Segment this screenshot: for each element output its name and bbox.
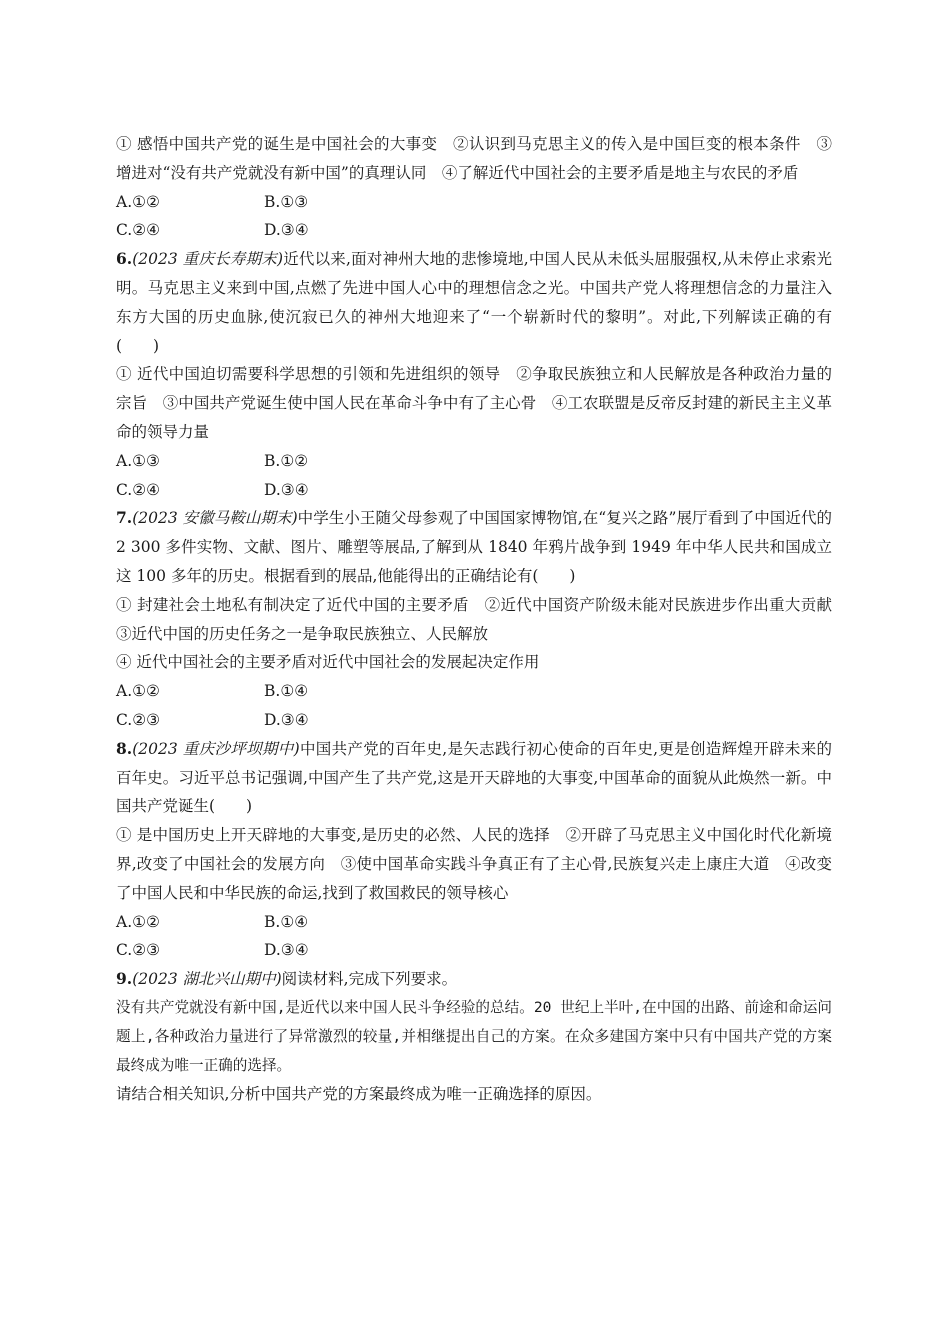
q8-option-c[interactable]: C.②③ (116, 941, 161, 960)
q7-options-row-2 (116, 706, 832, 735)
q6-number: 6. (116, 249, 133, 269)
q7-option-d[interactable]: D.③④ (264, 710, 309, 729)
q7-stem-paragraph (116, 504, 832, 590)
q8-option-d[interactable]: D.③④ (264, 941, 309, 960)
q9-source: (2023 湖北兴山期中) (132, 970, 282, 989)
q9-number: 9. (116, 969, 133, 989)
q7-options-row-1 (116, 677, 832, 706)
q5-option-b[interactable]: B.①③ (264, 192, 309, 211)
q5-options-row-1 (116, 188, 832, 217)
q6-options-row-1 (116, 447, 832, 476)
q6-source: (2023 重庆长寿期末) (132, 250, 284, 269)
q6-option-c[interactable]: C.②④ (116, 480, 161, 499)
q5-option-c[interactable]: C.②④ (116, 221, 161, 240)
q7-statements: ① 封建社会土地私有制决定了近代中国的主要矛盾 ②近代中国资产阶级未能对民族进步作出重大贡献 ③近代中国的历史任务之一是争取民族独立、人民解放 (116, 595, 848, 643)
q7-statement-4: ④ 近代中国社会的主要矛盾对近代中国社会的发展起决定作用 (116, 653, 540, 672)
q5-options-row-2 (116, 216, 832, 245)
exam-page (116, 130, 848, 1109)
q9-stem: 阅读材料,完成下列要求。 (281, 970, 458, 989)
q8-option-a[interactable]: A.①② (116, 912, 160, 931)
q5-option-d[interactable]: D.③④ (264, 221, 309, 240)
q6-option-a[interactable]: A.①③ (116, 451, 160, 470)
q6-option-b[interactable]: B.①② (264, 451, 309, 470)
q5-statements: ① 感悟中国共产党的诞生是中国社会的大事变 ②认识到马克思主义的传入是中国巨变的根本条件 ③增进对“没有共产党就没有新中国”的真理认同 ④了解近代中国社会的主要矛盾是地主与农民的矛盾 (116, 135, 832, 182)
q6-option-d[interactable]: D.③④ (264, 480, 309, 499)
q8-stem: 中国共产党的百年史,是矢志践行初心使命的百年史,更是创造辉煌开辟未来的百年史。习近平总书记强调,中国产生了共产党,这是开天辟地的大事变,中国革命的面貌从此焕然一新。中国共产党诞生( ) (116, 739, 833, 816)
q8-source: (2023 重庆沙坪坝期中) (132, 739, 300, 758)
q8-option-b[interactable]: B.①④ (264, 912, 309, 931)
q8-options-row-1 (116, 908, 832, 937)
q8-statements: ① 是中国历史上开天辟地的大事变,是历史的必然、人民的选择 ②开辟了马克思主义中国化时代化新境界,改变了中国社会的发展方向 ③使中国革命实践斗争真正有了主心骨,民族复兴走上康庄大道 ④改变了中国人民和中华民族的命运,找到了救国救民的领导核心 (116, 826, 832, 902)
q6-statements: ① 近代中国迫切需要科学思想的引领和先进组织的领导 ②争取民族独立和人民解放是各种政治力量的宗旨 ③中国共产党诞生使中国人民在革命斗争中有了主心骨 ④工农联盟是反帝反封建的新民主主义革命的领导力量 (116, 365, 832, 441)
q8-options-row-2 (116, 936, 832, 965)
q9-material: 没有共产党就没有新中国,是近代以来中国人民斗争经验的总结。20 世纪上半叶,在中国的出路、前途和命运问题上,各种政治力量进行了异常激烈的较量,并相继提出自己的方案。在众多建国方案中只有中国共产党的方案最终成为唯一正确的选择。 (116, 998, 832, 1074)
q8-stem-paragraph (116, 735, 832, 821)
q7-option-a[interactable]: A.①② (116, 682, 160, 701)
q7-option-c[interactable]: C.②③ (116, 710, 161, 729)
q7-option-b[interactable]: B.①④ (264, 682, 309, 701)
q6-options-row-2 (116, 476, 832, 505)
q7-number: 7. (116, 508, 133, 528)
q8-number: 8. (116, 738, 133, 758)
q7-source: (2023 安徽马鞍山期末) (132, 509, 298, 528)
q9-question: 请结合相关知识,分析中国共产党的方案最终成为唯一正确选择的原因。 (116, 1085, 602, 1104)
q5-option-a[interactable]: A.①② (116, 192, 160, 211)
q6-stem-paragraph (116, 245, 832, 360)
q9-stem-paragraph (116, 965, 832, 994)
q7-stem: 中学生小王随父母参观了中国国家博物馆,在“复兴之路”展厅看到了中国近代的 2 300 多件实物、文献、图片、雕塑等展品,了解到从 1840 年鸦片战争到 1949 年中华人民共和国成立这 100 多年的历史。根据看到的展品,他能得出的正确结论有( ) (116, 509, 832, 585)
q6-stem: 近代以来,面对神州大地的悲惨境地,中国人民从未低头屈服强权,从未停止求索光明。马克思主义来到中国,点燃了先进中国人心中的理想信念之光。中国共产党人将理想信念的力量注入东方大国的历史血脉,使沉寂已久的神州大地迎来了“一个崭新时代的黎明”。对此,下列解读正确的有( ) (116, 250, 832, 355)
